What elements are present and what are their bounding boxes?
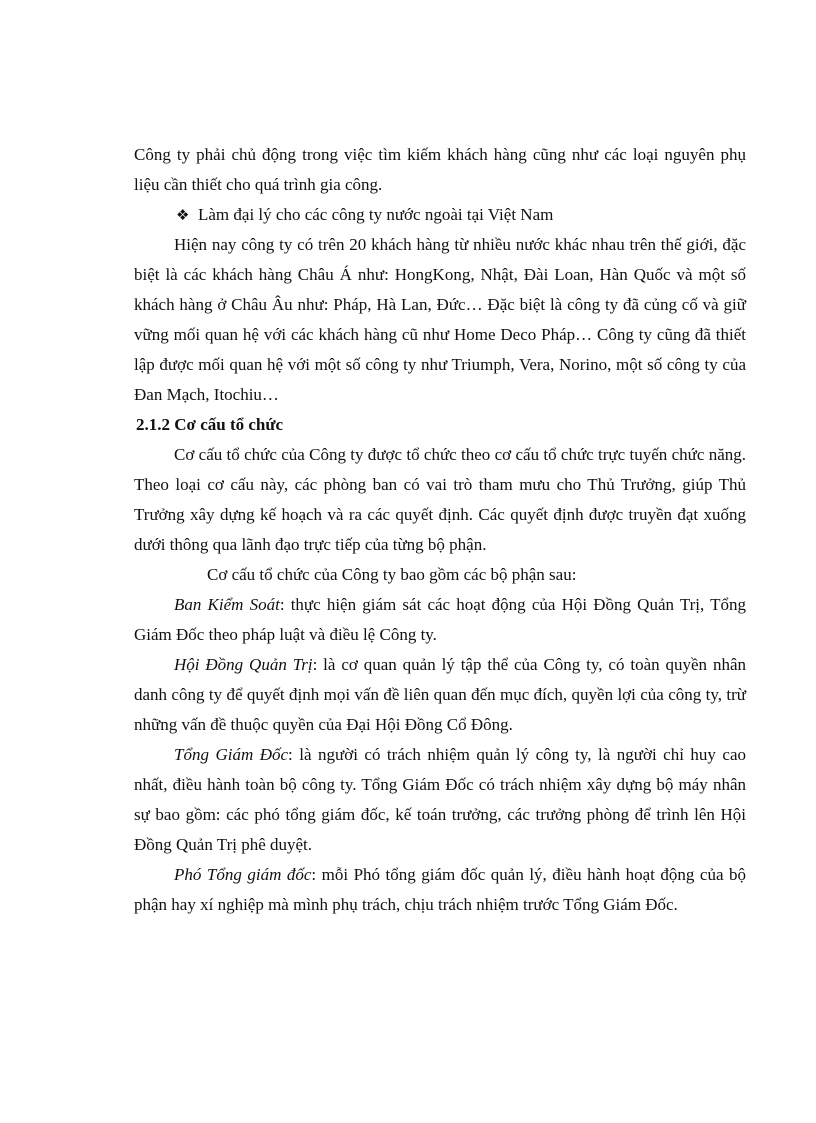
role-description: : mỗi Phó tổng giám đốc quản lý, điều hành hoạt động của bộ phận hay xí nghiệp mà mình phụ trách, chịu trách nhiệm trước Tổng Giám Đốc. [134, 865, 746, 914]
role-term: Hội Đồng Quản Trị [174, 655, 313, 674]
role-paragraph-general-director [134, 740, 746, 860]
parts-intro-paragraph: Cơ cấu tổ chức của Công ty bao gồm các bộ phận sau: [207, 565, 577, 584]
structure-paragraph: Cơ cấu tổ chức của Công ty được tổ chức theo cơ cấu tổ chức trực tuyến chức năng. Theo loại cơ cấu này, các phòng ban có vai trò tham mưu cho Thủ Trưởng, giúp Thủ Trưởng xây dựng kế hoạch và ra các quyết định. Các quyết định được truyền đạt xuống dưới thông qua lãnh đạo trực tiếp của từng bộ phận. [134, 445, 746, 554]
customers-paragraph: Hiện nay công ty có trên 20 khách hàng từ nhiều nước khác nhau trên thế giới, đặc biệt là các khách hàng Châu Á như: HongKong, Nhật, Đài Loan, Hàn Quốc và một số khách hàng ở Châu Âu như: Pháp, Hà Lan, Đức… Đặc biệt là công ty đã củng cố và giữ vững mối quan hệ với các khách hàng cũ như Home Deco Pháp… Công ty cũng đã thiết lập được mối quan hệ với một số công ty như Triumph, Vera, Norino, một số công ty của Đan Mạch, Itochiu… [134, 235, 746, 404]
role-paragraph-supervisory-board [134, 590, 746, 650]
section-heading: 2.1.2 Cơ cấu tổ chức [136, 415, 284, 434]
document-body [134, 140, 746, 920]
diamond-bullet-icon: ❖ [176, 206, 190, 224]
role-term: Tổng Giám Đốc [174, 745, 289, 764]
role-description: : là người có trách nhiệm quản lý công ty, là người chỉ huy cao nhất, điều hành toàn bộ công ty. Tổng Giám Đốc có trách nhiệm xây dựng bộ máy nhân sự bao gồm: các phó tổng giám đốc, kế toán trưởng, các trưởng phòng để trình lên Hội Đồng Quản Trị phê duyệt. [134, 745, 746, 854]
role-description: : thực hiện giám sát các hoạt động của Hội Đồng Quản Trị, Tổng Giám Đốc theo pháp luật và điều lệ Công ty. [134, 595, 746, 644]
role-paragraph-deputy-director [134, 860, 746, 920]
role-term: Phó Tổng giám đốc [174, 865, 312, 884]
role-paragraph-board-of-directors [134, 650, 746, 740]
role-term: Ban Kiểm Soát [174, 595, 280, 614]
bullet-item [134, 200, 746, 230]
intro-paragraph: Công ty phải chủ động trong việc tìm kiếm khách hàng cũng như các loại nguyên phụ liệu cần thiết cho quá trình gia công. [134, 145, 746, 194]
bullet-text: Làm đại lý cho các công ty nước ngoài tại Việt Nam [198, 205, 554, 224]
role-description: : là cơ quan quản lý tập thể của Công ty, có toàn quyền nhân danh công ty để quyết định mọi vấn đề liên quan đến mục đích, quyền lợi của công ty, trừ những vấn đề thuộc quyền của Đại Hội Đồng Cổ Đông. [134, 655, 746, 734]
